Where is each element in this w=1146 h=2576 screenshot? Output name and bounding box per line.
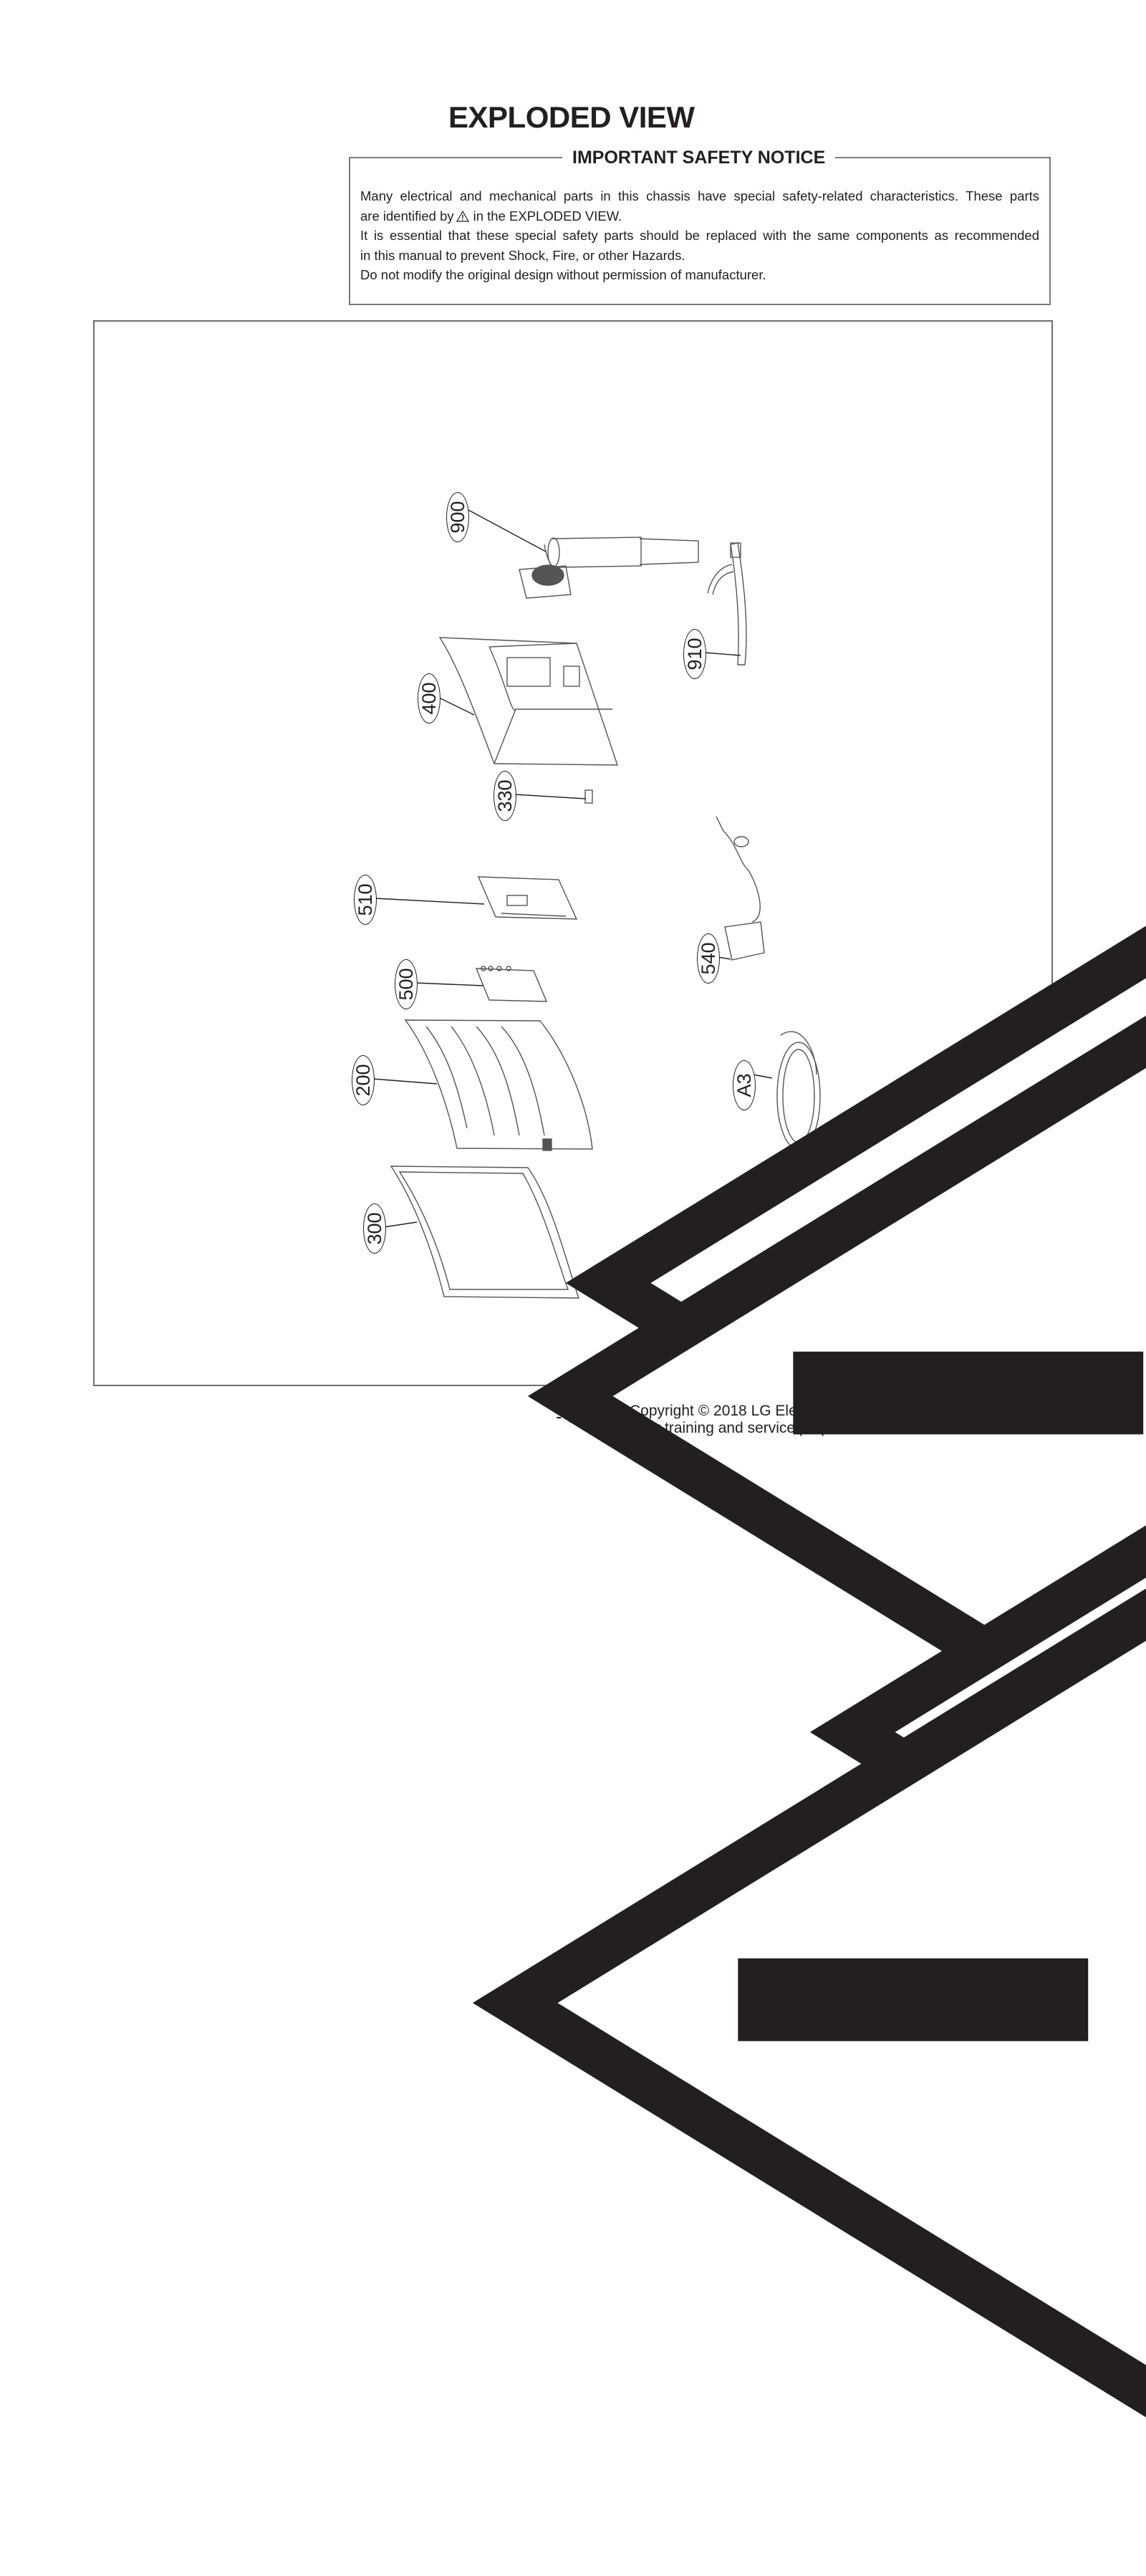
stand-drawing xyxy=(468,510,698,598)
callout-900: 900 xyxy=(446,492,469,542)
callout-500: 500 xyxy=(395,959,418,1009)
callout-330: 330 xyxy=(493,771,516,821)
callout-510: 510 xyxy=(354,875,377,925)
notice-line-4: in this manual to prevent Shock, Fire, or other Hazards. xyxy=(360,247,685,263)
page-title: EXPLODED VIEW xyxy=(448,100,695,134)
stand-arm-drawing xyxy=(705,543,746,665)
copyright-line-1: Copyright © 2018 LG Electronics Inc. All rights reserved. xyxy=(630,1403,1006,1419)
notice-line-1: Many electrical and mechanical parts in this chassis have special safety-related characteristics. These parts xyxy=(360,188,1039,203)
callout-300: 300 xyxy=(363,1203,386,1254)
callout-910: 910 xyxy=(683,629,706,679)
notice-line-3: It is essential that these special safety parts should be replaced with the same components as recommended xyxy=(360,228,1039,243)
notice-line-2-end: in the EXPLODED VIEW. xyxy=(473,208,622,224)
copyright-line-2: Only training and service purposes. xyxy=(630,1420,866,1436)
callout-a3: A3 xyxy=(733,1060,756,1110)
callout-540: 540 xyxy=(697,933,720,984)
warning-triangle-icon xyxy=(183,1430,1146,2576)
exploded-view-diagram xyxy=(93,320,1053,1386)
callout-200: 200 xyxy=(352,1055,375,1105)
page-number: - 8 - xyxy=(556,1405,589,1427)
notice-line-2-start: are identified by xyxy=(360,208,454,224)
notice-heading: IMPORTANT SAFETY NOTICE xyxy=(562,148,835,167)
notice-line-5: Do not modify the original design without permission of manufacturer. xyxy=(360,267,766,282)
callout-400: 400 xyxy=(418,673,440,724)
copyright xyxy=(630,1403,1005,1437)
